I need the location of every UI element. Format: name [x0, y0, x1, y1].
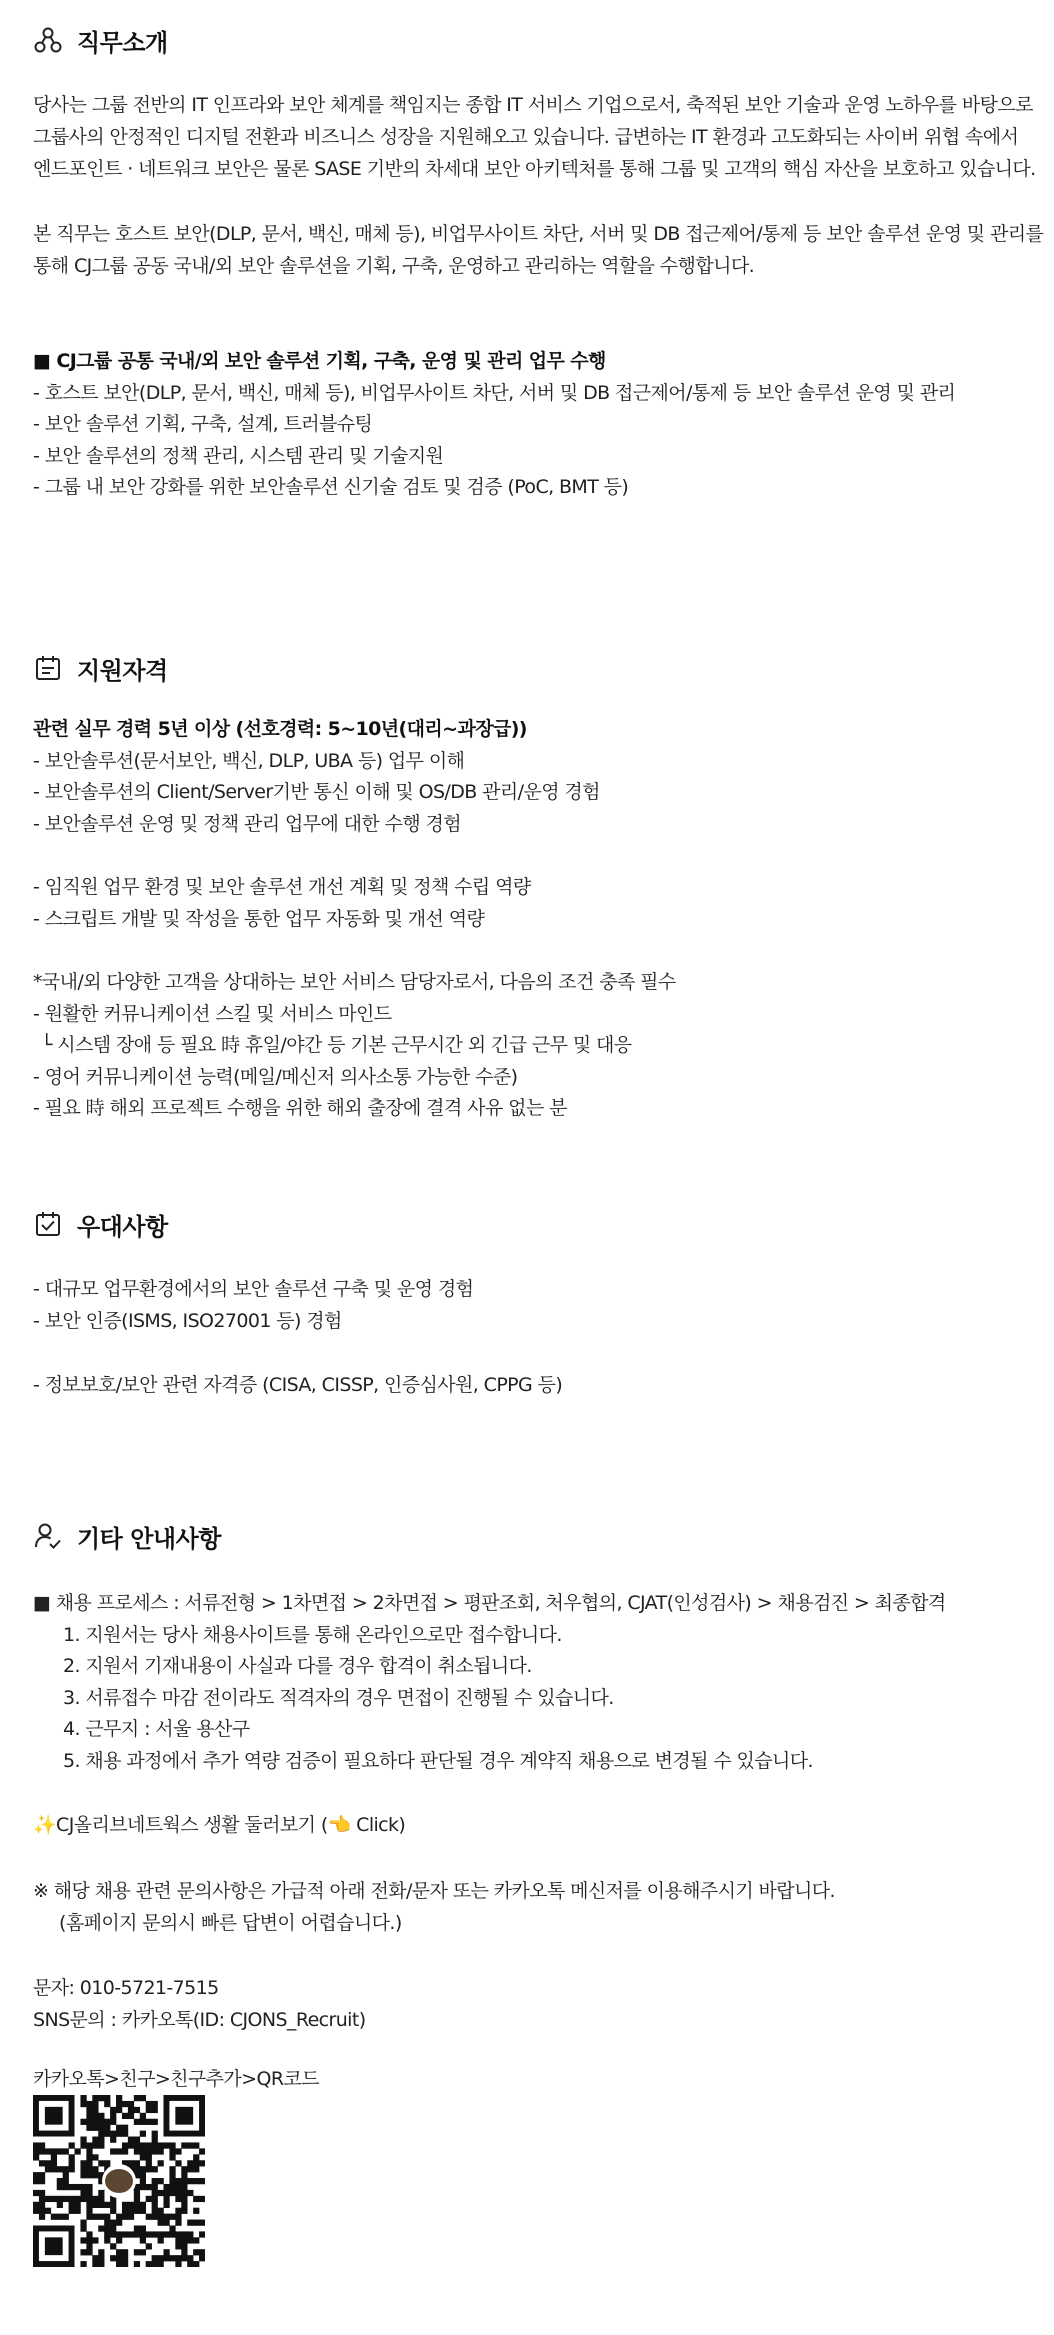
inquiry-text: ※ 해당 채용 관련 문의사항은 가급적 아래 전화/문자 또는 카카오톡 메신저를 이용해주시기 바랍니다. — [33, 1880, 835, 1902]
pref-list-2 — [33, 1370, 1033, 1402]
section-header-preferred — [33, 1204, 168, 1244]
list-item: - 원활한 커뮤니케이션 스킬 및 서비스 마인드 — [33, 1002, 392, 1025]
contact-block — [33, 1973, 1033, 2036]
list-item: - 보안 솔루션의 정책 관리, 시스템 관리 및 기술지원 — [33, 444, 444, 467]
list-item: - 보안 솔루션 기획, 구축, 설계, 트러블슈팅 — [33, 413, 373, 435]
life-link[interactable]: ✨CJ올리브네트웍스 생활 둘러보기 (👈 Click) — [33, 1814, 406, 1836]
list-item: - 호스트 보안(DLP, 문서, 백신, 매체 등), 비업무사이트 차단, 서버 및 DB 접근제어/통제 등 보안 솔루션 운영 및 관리 — [33, 381, 956, 404]
section-header-qualifications — [33, 648, 168, 688]
qual-lead: 관련 실무 경력 5년 이상 (선호경력: 5~10년(대리~과장급)) — [33, 718, 527, 740]
process-line: ■ 채용 프로세스 : 서류전형 > 1차면접 > 2차면접 > 평판조회, 처우협의, CJAT(인성검사) > 채용검진 > 최종합격 — [33, 1592, 946, 1614]
kakaotalk-qr-code[interactable] — [33, 2095, 205, 2267]
job-intro — [33, 89, 1036, 185]
list-item: 5. 채용 과정에서 추가 역량 검증이 필요하다 판단될 경우 계약직 채용으로 변경될 수 있습니다. — [63, 1749, 813, 1772]
section-title-qualifications: 지원자격 — [77, 656, 168, 685]
list-item: - 필요 時 해외 프로젝트 수행을 위한 해외 출장에 결격 사유 없는 분 — [33, 1097, 567, 1119]
list-item: - 보안솔루션(문서보안, 백신, DLP, UBA 등) 업무 이해 — [33, 749, 465, 772]
clipboard-check-icon — [33, 1209, 63, 1239]
list-item: - 보안솔루션 운영 및 정책 관리 업무에 대한 수행 경험 — [33, 812, 462, 835]
list-item: - 보안솔루션의 Client/Server기반 통신 이해 및 OS/DB 관리/운영 경험 — [33, 781, 600, 803]
list-item: - 보안 인증(ISMS, ISO27001 등) 경험 — [33, 1309, 342, 1332]
text-line: 본 직무는 호스트 보안(DLP, 문서, 백신, 매체 등), 비업무사이트 차단, 서버 및 DB 접근제어/통제 등 보안 솔루션 운영 및 관리를 — [33, 223, 1044, 245]
list-subitem: └ 시스템 장애 등 필요 時 휴일/야간 등 기본 근무시간 외 긴급 근무 및 대응 — [41, 1034, 632, 1056]
qual-list-2 — [33, 872, 1033, 935]
text-line: 그룹사의 안정적인 디지털 전환과 비즈니스 성장을 지원해오고 있습니다. 급변하는 IT 환경과 고도화되는 사이버 위협 속에서 — [33, 126, 1019, 148]
list-item: - 그룹 내 보안 강화를 위한 보안솔루션 신기술 검토 및 검증 (PoC, BMT 등) — [33, 476, 629, 498]
qr-label: 카카오톡>친구>친구추가>QR코드 — [33, 2068, 319, 2090]
list-item: 4. 근무지 : 서울 용산구 — [63, 1718, 250, 1740]
text-line: 통해 CJ그룹 공동 국내/외 보안 솔루션을 기획, 구축, 운영하고 관리하는 역할을 수행합니다. — [33, 255, 755, 277]
qual-list-3 — [33, 967, 1033, 1125]
list-item: - 스크립트 개발 및 작성을 통한 업무 자동화 및 개선 역량 — [33, 907, 485, 930]
sms-contact: 문자: 010-5721-7515 — [33, 1977, 219, 1999]
calendar-icon — [33, 653, 63, 683]
qual-list-1 — [33, 714, 1033, 840]
section-header-etc — [33, 1516, 221, 1556]
list-item: - 정보보호/보안 관련 자격증 (CISA, CISSP, 인증심사원, CPPG 등) — [33, 1374, 563, 1396]
list-item: 2. 지원서 기재내용이 사실과 다를 경우 합격이 취소됩니다. — [63, 1655, 532, 1677]
list-item: - 임직원 업무 환경 및 보안 솔루션 개선 계획 및 정책 수립 역량 — [33, 876, 531, 898]
section-header-job — [33, 20, 168, 60]
pref-list-1 — [33, 1274, 1033, 1337]
section-title-etc: 기타 안내사항 — [77, 1524, 221, 1553]
list-item: 3. 서류접수 마감 전이라도 적격자의 경우 면접이 진행될 수 있습니다. — [63, 1686, 614, 1709]
text-line: 당사는 그룹 전반의 IT 인프라와 보안 체계를 책임지는 종합 IT 서비스 기업으로서, 축적된 보안 기술과 운영 노하우를 바탕으로 — [33, 94, 1033, 116]
sns-contact: SNS문의 : 카카오톡(ID: CJONS_Recruit) — [33, 2008, 366, 2031]
user-check-icon — [33, 1521, 63, 1551]
qual-note: *국내/외 다양한 고객을 상대하는 보안 서비스 담당자로서, 다음의 조건 충족 필수 — [33, 971, 676, 993]
list-item: 1. 지원서는 당사 채용사이트를 통해 온라인으로만 접수합니다. — [63, 1623, 562, 1646]
network-nodes-icon — [33, 25, 63, 55]
list-item: - 영어 커뮤니케이션 능력(메일/메신저 의사소통 가능한 수준) — [33, 1065, 518, 1088]
text-line: 엔드포인트 · 네트워크 보안은 물론 SASE 기반의 차세대 보안 아키텍처를 통해 그룹 및 고객의 핵심 자산을 보호하고 있습니다. — [33, 158, 1036, 180]
job-duties — [33, 346, 1033, 504]
section-title-preferred: 우대사항 — [77, 1212, 168, 1241]
inquiry-block — [33, 1876, 1033, 1939]
job-role — [33, 218, 1044, 282]
life-link-row — [33, 1810, 1033, 1842]
inquiry-subtext: (홈페이지 문의시 빠른 답변이 어렵습니다.) — [59, 1911, 402, 1934]
list-item: - 대규모 업무환경에서의 보안 솔루션 구축 및 운영 경험 — [33, 1278, 474, 1300]
qr-label-row — [33, 2064, 1033, 2096]
section-title-job: 직무소개 — [77, 28, 168, 57]
duty-heading: ■ CJ그룹 공통 국내/외 보안 솔루션 기획, 구축, 운영 및 관리 업무 수행 — [33, 350, 606, 372]
hiring-process — [33, 1588, 1033, 1777]
